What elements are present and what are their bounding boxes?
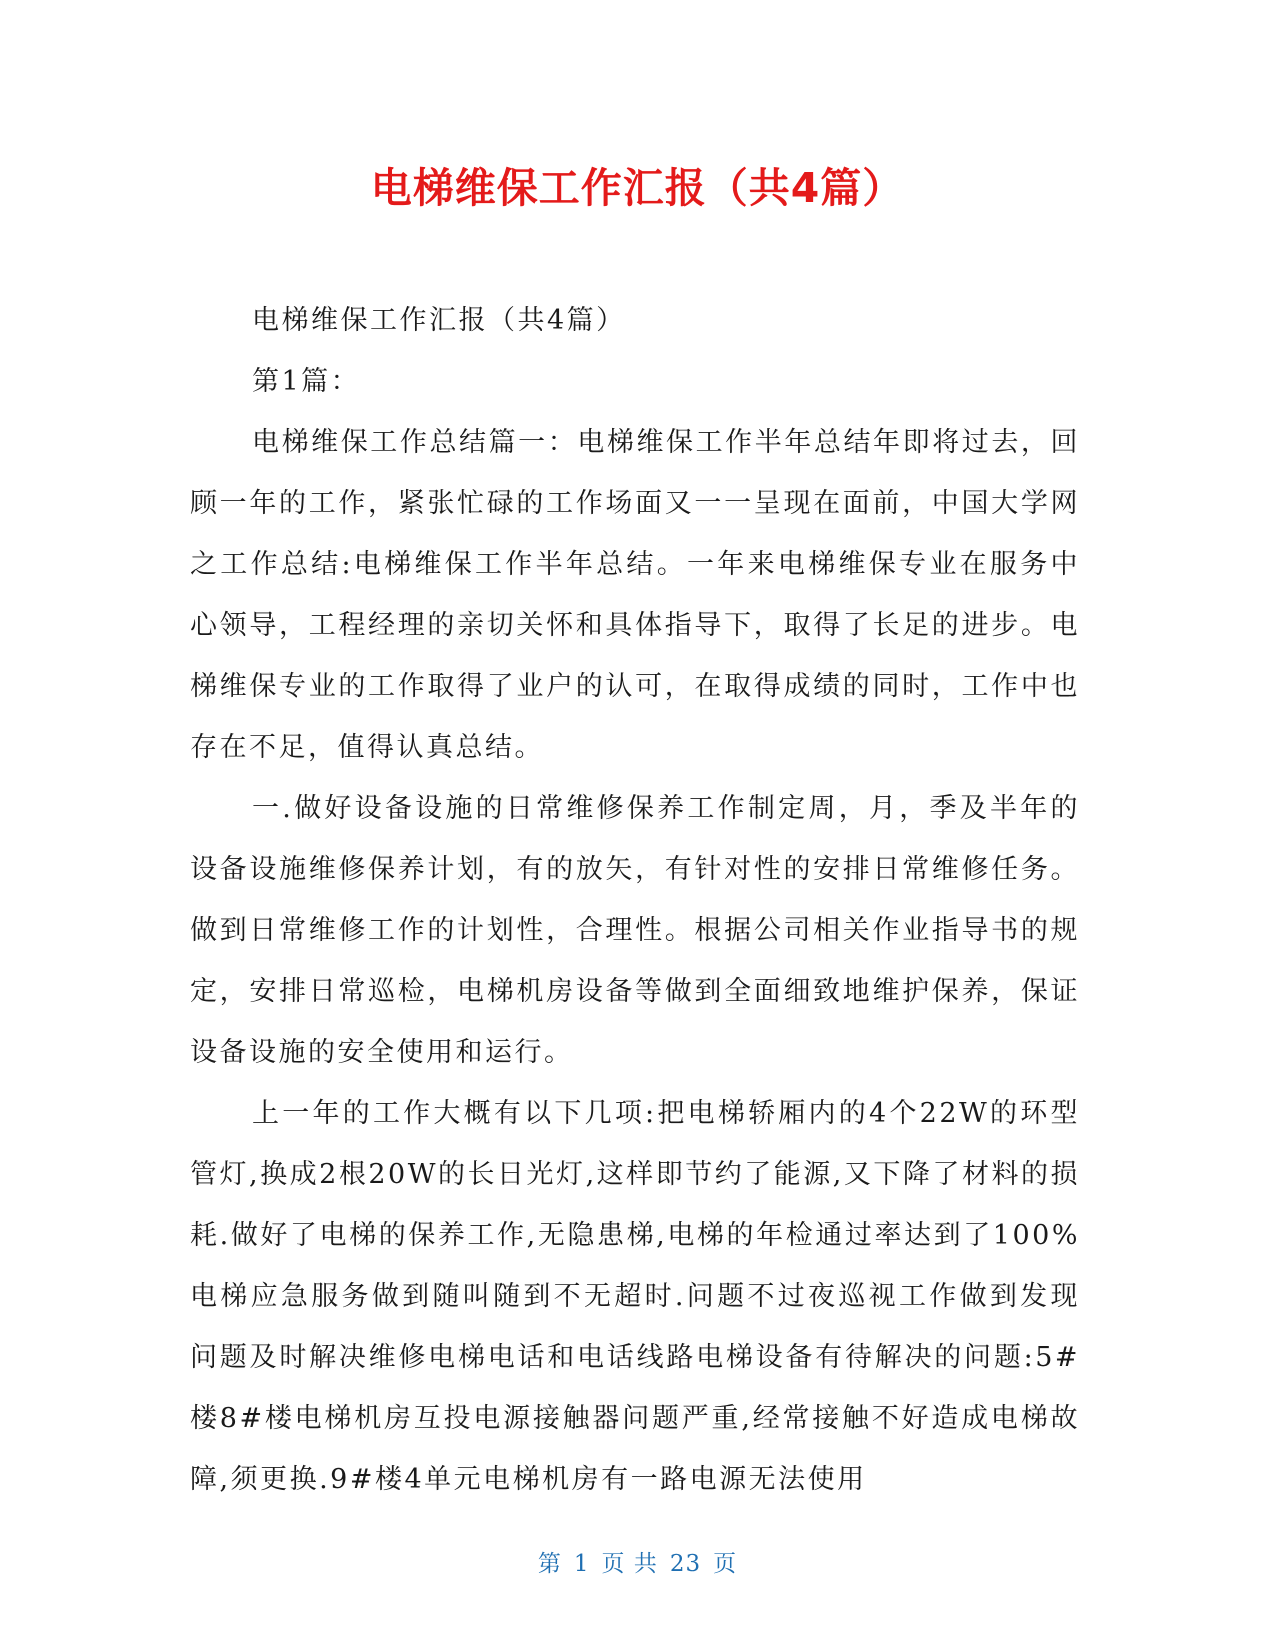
page-footer <box>0 1545 1275 1578</box>
footer-suffix: 页 <box>713 1551 738 1577</box>
document-title: 电梯维保工作汇报（共4篇） <box>370 164 905 212</box>
footer-current-page: 1 <box>573 1551 590 1577</box>
footer-middle: 页 共 <box>601 1551 658 1577</box>
footer-total-pages: 23 <box>669 1551 702 1577</box>
body-paragraph: 上一年的工作大概有以下几项:把电梯轿厢内的4个22W的环型管灯,换成2根20W的长日光灯,这样即节约了能源,又下降了材料的损耗.做好了电梯的保养工作,无隐患梯,电梯的年检通过率达到了100%电梯应急服务做到随叫随到不无超时.问题不过夜巡视工作做到发现问题及时解决维修电梯电话和电话线路电梯设备有待解决的问题:5#楼8#楼电梯机房互投电源接触器问题严重,经常接触不好造成电梯故障,须更换.9#楼4单元电梯机房有一路电源无法使用 <box>190 1098 1080 1495</box>
footer-prefix: 第 <box>537 1551 562 1577</box>
body-paragraph: 一.做好设备设施的日常维修保养工作制定周，月，季及半年的设备设施维修保养计划，有的放矢，有针对性的安排日常维修任务。做到日常维修工作的计划性，合理性。根据公司相关作业指导书的规定，安排日常巡检，电梯机房设备等做到全面细致地维护保养，保证设备设施的安全使用和运行。 <box>190 793 1080 1068</box>
subtitle-paragraph: 电梯维保工作汇报（共4篇） <box>252 305 626 336</box>
body-paragraph: 电梯维保工作总结篇一：电梯维保工作半年总结年即将过去，回顾一年的工作，紧张忙碌的工作场面又一一呈现在面前，中国大学网之工作总结:电梯维保工作半年总结。一年来电梯维保专业在服务中心领导，工程经理的亲切关怀和具体指导下，取得了长足的进步。电梯维保专业的工作取得了业户的认可，在取得成绩的同时，工作中也存在不足，值得认真总结。 <box>190 427 1080 763</box>
document-body <box>190 290 1080 1510</box>
section-heading-paragraph: 第1篇： <box>252 366 361 397</box>
